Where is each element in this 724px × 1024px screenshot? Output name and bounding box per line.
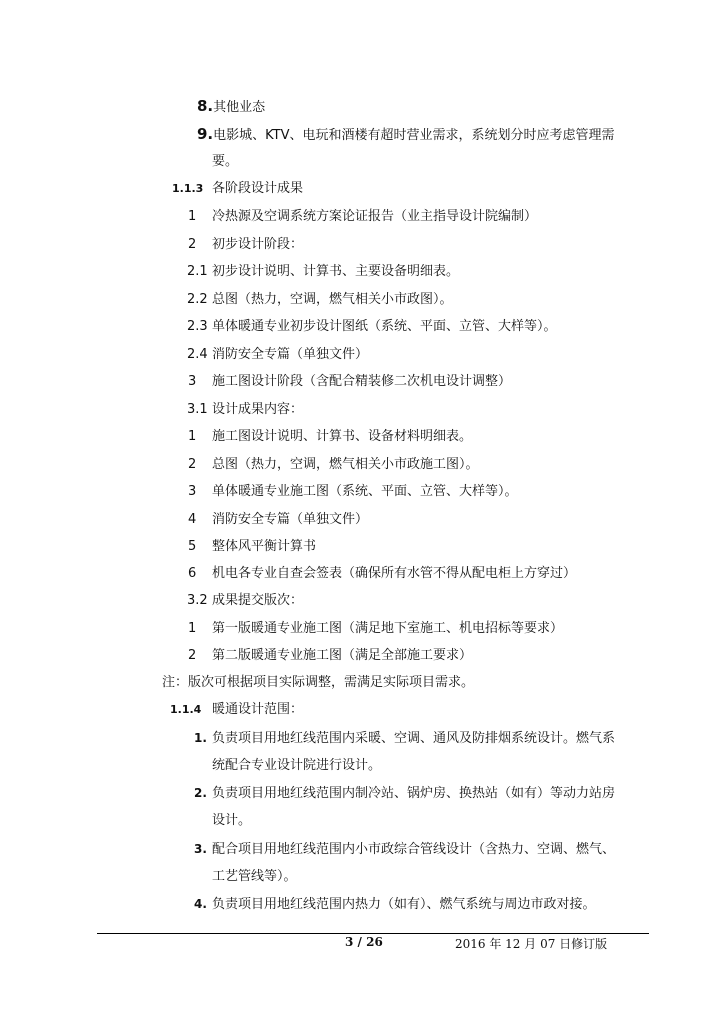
list-item	[187, 346, 368, 364]
item-text: 负责项目用地红线范围内热力（如有）、燃气系统与周边市政对接。	[212, 897, 596, 912]
item-number: 2.2	[187, 292, 208, 307]
list-item	[188, 565, 576, 583]
item-number: 2.3	[187, 319, 208, 334]
section-heading	[170, 701, 303, 719]
item-text: 其他业态	[213, 100, 266, 115]
list-item	[188, 483, 518, 501]
item-text: 消防安全专篇（单独文件）	[212, 512, 369, 527]
item-text: 工艺管线等）。	[212, 869, 297, 884]
note-text: 注：版次可根据项目实际调整，需满足实际项目需求。	[162, 675, 475, 690]
item-number: 6	[188, 566, 197, 581]
item-number: 3.2	[187, 593, 208, 608]
item-number: 9.	[197, 125, 214, 143]
list-item	[194, 895, 596, 914]
note	[162, 674, 474, 692]
item-number: 4	[188, 512, 197, 527]
list-item	[194, 729, 615, 748]
item-text: 负责项目用地红线范围内制冷站、锅炉房、换热站（如有）等动力站房	[212, 786, 616, 801]
item-number: 2	[188, 237, 197, 252]
list-item	[187, 318, 557, 336]
list-item	[187, 401, 303, 419]
section-number: 1.1.3	[172, 182, 204, 195]
item-number: 5	[188, 539, 197, 554]
item-text: 整体风平衡计算书	[212, 539, 317, 554]
item-number: 4.	[194, 897, 207, 911]
list-item	[188, 538, 316, 556]
list-item	[188, 208, 537, 226]
item-number: 1	[188, 621, 197, 636]
list-item	[197, 125, 615, 145]
item-number: 3.	[194, 842, 207, 856]
list-item-continuation	[212, 812, 251, 830]
item-text: 总图（热力，空调，燃气相关小市政图）。	[212, 292, 453, 307]
item-number: 1	[188, 209, 197, 224]
section-title: 暖通设计范围：	[212, 702, 304, 717]
item-number: 8.	[197, 97, 214, 115]
list-item	[188, 236, 303, 254]
list-item	[188, 456, 479, 474]
item-text: 负责项目用地红线范围内采暖、空调、通风及防排烟系统设计。燃气系	[212, 731, 616, 746]
list-item	[188, 511, 368, 529]
item-number: 3	[188, 374, 197, 389]
item-text: 设计成果内容：	[212, 402, 304, 417]
page-number: 3 / 26	[345, 935, 383, 949]
item-text: 第二版暖通专业施工图（满足全部施工要求）	[212, 648, 473, 663]
item-text: 施工图设计说明、计算书、设备材料明细表。	[212, 429, 473, 444]
item-text: 统配合专业设计院进行设计。	[212, 758, 382, 773]
revision-date: 2016 年 12 月 07 日修订版	[455, 937, 608, 951]
list-item-continuation	[212, 153, 238, 171]
section-heading	[172, 180, 303, 198]
list-item	[187, 291, 453, 309]
item-number: 2.4	[187, 347, 208, 362]
item-text: 冷热源及空调系统方案论证报告（业主指导设计院编制）	[212, 209, 538, 224]
section-number: 1.1.4	[170, 703, 202, 716]
item-number: 1.	[194, 731, 207, 745]
item-number: 3	[188, 484, 197, 499]
item-text: 初步设计说明、计算书、主要设备明细表。	[212, 264, 460, 279]
item-text: 配合项目用地红线范围内小市政综合管线设计（含热力、空调、燃气、	[212, 842, 616, 857]
list-item	[188, 373, 511, 391]
list-item-continuation	[212, 757, 381, 775]
item-text: 消防安全专篇（单独文件）	[212, 347, 369, 362]
item-number: 2	[188, 457, 197, 472]
item-text: 施工图设计阶段（含配合精装修二次机电设计调整）	[212, 374, 512, 389]
item-number: 2	[188, 648, 197, 663]
item-text: 单体暖通专业施工图（系统、平面、立管、大样等）。	[212, 484, 518, 499]
item-text: 设计。	[212, 813, 252, 828]
list-item	[194, 784, 615, 803]
item-text: 电影城、KTV、电玩和酒楼有超时营业需求，系统划分时应考虑管理需	[213, 128, 615, 143]
item-number: 2.1	[187, 264, 208, 279]
list-item-continuation	[212, 868, 297, 886]
section-title: 各阶段设计成果	[212, 181, 304, 196]
list-item	[188, 647, 472, 665]
item-number: 1	[188, 429, 197, 444]
item-text: 机电各专业自查会签表（确保所有水管不得从配电柜上方穿过）	[212, 566, 577, 581]
item-text: 总图（热力，空调，燃气相关小市政施工图）。	[212, 457, 479, 472]
list-item	[188, 620, 563, 638]
footer-divider	[97, 933, 649, 934]
item-text: 要。	[212, 154, 239, 169]
list-item	[194, 840, 615, 859]
list-item	[187, 592, 303, 610]
list-item	[188, 428, 472, 446]
item-number: 3.1	[187, 402, 208, 417]
item-text: 单体暖通专业初步设计图纸（系统、平面、立管、大样等）。	[212, 319, 557, 334]
item-number: 2.	[194, 786, 207, 800]
list-item	[187, 263, 459, 281]
item-text: 第一版暖通专业施工图（满足地下室施工、机电招标等要求）	[212, 621, 564, 636]
item-text: 成果提交版次：	[212, 593, 304, 608]
item-text: 初步设计阶段：	[212, 237, 304, 252]
list-item	[197, 97, 265, 117]
